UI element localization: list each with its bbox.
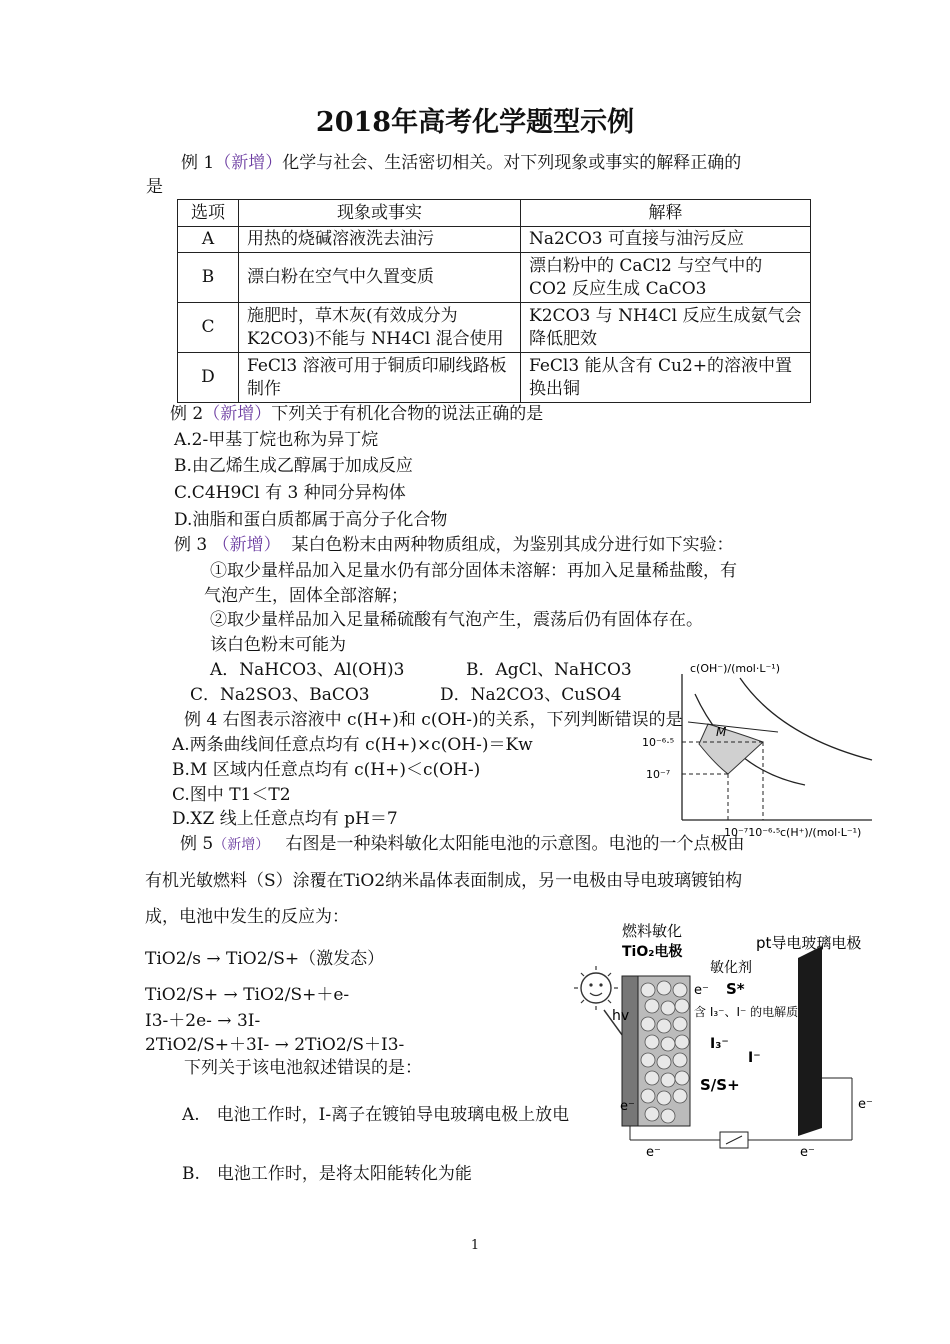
ex2-option-c: C.C4H9Cl 有 3 种同分异构体 xyxy=(174,483,406,503)
ex5-stem-2: 有机光敏燃料（S）涂覆在TiO2纳米晶体表面制成，另一电极由导电玻璃镀铂构 xyxy=(145,871,743,891)
line-xz xyxy=(688,722,778,732)
label-e-bottom-right: e⁻ xyxy=(800,1145,815,1158)
ex4-stem: 例 4 右图表示溶液中 c(H+)和 c(OH-)的关系，下列判断错误的是 xyxy=(184,710,683,730)
label-i3: I₃⁻ xyxy=(710,1036,729,1052)
header-fact: 现象或事实 xyxy=(239,200,521,227)
row-explanation: K2CO3 与 NH4Cl 反应生成氨气会降低肥效 xyxy=(521,303,811,353)
row-fact: 施肥时，草木灰(有效成分为 K2CO3)不能与 NH4Cl 混合使用 xyxy=(239,303,521,353)
ex2-option-b: B.由乙烯生成乙醇属于加成反应 xyxy=(174,456,413,476)
ex4-option-b: B.M 区域内任意点均有 c(H+)＜c(OH-) xyxy=(172,760,481,780)
label-sensitizer: 敏化剂 xyxy=(710,960,752,976)
label-tio2: TiO₂电极 xyxy=(622,944,683,960)
row-option: B xyxy=(178,253,239,303)
ex1-stem-cont: 是 xyxy=(146,177,163,197)
ex4-kw-figure xyxy=(640,660,892,840)
sun-icon xyxy=(574,966,618,1010)
x-axis-label: c(H⁺)/(mol·L⁻¹) xyxy=(780,826,862,839)
ex1-table xyxy=(177,199,811,403)
label-hv: hv xyxy=(612,1008,630,1024)
row-explanation: Na2CO3 可直接与油污反应 xyxy=(521,227,811,253)
page-number: 1 xyxy=(470,1238,480,1253)
header-explanation: 解释 xyxy=(521,200,811,227)
ex2-option-d: D.油脂和蛋白质都属于高分子化合物 xyxy=(174,510,448,530)
y-tick-7: 10⁻⁷ xyxy=(646,768,671,781)
label-electrolyte: 含 I₃⁻、I⁻ 的电解质 xyxy=(694,1005,799,1019)
ex3-stem: 例 3 （新增） 某白色粉末由两种物质组成，为鉴别其成分进行如下实验： xyxy=(174,535,734,555)
label-pt-electrode: pt导电玻璃电极 xyxy=(756,934,862,952)
label-i: I⁻ xyxy=(748,1050,761,1066)
ex3-option-c: C．Na2SO3、BaCO3 xyxy=(190,685,370,705)
label-s-star: S* xyxy=(726,980,745,998)
table-row xyxy=(178,303,811,353)
ex3-option-b: B．AgCl、NaHCO3 xyxy=(466,660,632,680)
ex4-option-d: D.XZ 线上任意点均有 pH＝7 xyxy=(172,809,398,829)
row-option: A xyxy=(178,227,239,253)
ex3-step1-cont: 气泡产生，固体全部溶解； xyxy=(204,586,408,606)
ex4-option-c: C.图中 T1＜T2 xyxy=(172,785,291,805)
ex5-reaction-1: TiO2/s → TiO2/S+（激发态） xyxy=(145,949,385,969)
ex5-reaction-4: 2TiO2/S+＋3I- → 2TiO2/S＋I3- xyxy=(145,1035,405,1055)
table-row xyxy=(178,253,811,303)
ex2-stem: 例 2（新增）下列关于有机化合物的说法正确的是 xyxy=(170,404,544,424)
region-m xyxy=(699,724,763,774)
ex4-option-a: A.两条曲线间任意点均有 c(H+)×c(OH-)＝Kw xyxy=(172,735,533,755)
ex5-solar-cell-figure xyxy=(560,918,890,1158)
ex5-stem-3: 成，电池中发生的反应为： xyxy=(145,907,349,927)
header-option: 选项 xyxy=(178,200,239,227)
row-option: C xyxy=(178,303,239,353)
row-fact: 漂白粉在空气中久置变质 xyxy=(239,253,521,303)
row-fact: FeCl3 溶液可用于铜质印刷线路板制作 xyxy=(239,353,521,403)
ex3-option-d: D．Na2CO3、CuSO4 xyxy=(440,685,622,705)
ex5-question: 下列关于该电池叙述错误的是： xyxy=(184,1058,422,1078)
pt-glass-electrode xyxy=(798,946,822,1136)
ex3-step2: ②取少量样品加入足量稀硫酸有气泡产生，震荡后仍有固体存在。 xyxy=(210,610,703,630)
region-m-label: M xyxy=(716,725,727,739)
ex5-reaction-2: TiO2/S+ → TiO2/S+＋e- xyxy=(145,985,350,1005)
label-e-left: e⁻ xyxy=(620,1099,635,1114)
ex3-option-a: A．NaHCO3、Al(OH)3 xyxy=(210,660,405,680)
label-e-upper: e⁻ xyxy=(694,983,709,998)
ex5-reaction-3: I3-＋2e- → 3I- xyxy=(145,1011,261,1031)
table-row xyxy=(178,227,811,253)
ex2-option-a: A.2-甲基丁烷也称为异丁烷 xyxy=(174,430,379,450)
row-explanation: FeCl3 能从含有 Cu2+的溶液中置换出铜 xyxy=(521,353,811,403)
y-tick-65: 10⁻⁶·⁵ xyxy=(642,736,675,749)
ex5-option-a: A. 电池工作时，I-离子在镀铂导电玻璃电极上放电 xyxy=(182,1105,570,1125)
page-title: 2018年高考化学题型示例 xyxy=(315,107,635,138)
ex3-question: 该白色粉末可能为 xyxy=(210,635,346,655)
label-s-splus: S/S+ xyxy=(700,1076,740,1094)
x-ticks: 10⁻⁷10⁻⁶·⁵ xyxy=(724,826,781,839)
table-header-row xyxy=(178,200,811,227)
ex5-option-b: B. 电池工作时，是将太阳能转化为能 xyxy=(182,1164,472,1184)
row-explanation: 漂白粉中的 CaCl2 与空气中的 CO2 反应生成 CaCO3 xyxy=(521,253,811,303)
label-dye-electrode: 燃料敏化 xyxy=(622,922,683,940)
row-option: D xyxy=(178,353,239,403)
ex1-stem: 例 1（新增）化学与社会、生活密切相关。对下列现象或事实的解释正确的 xyxy=(181,153,742,173)
curve-t2 xyxy=(740,678,872,760)
ex3-step1: ①取少量样品加入足量水仍有部分固体未溶解：再加入足量稀盐酸，有 xyxy=(210,561,737,581)
label-e-right: e⁻ xyxy=(858,1097,873,1112)
y-axis-label: c(OH⁻)/(mol·L⁻¹) xyxy=(690,662,780,675)
label-e-bottom-left: e⁻ xyxy=(646,1145,661,1158)
ex5-stem: 例 5（新增） 右图是一种染料敏化太阳能电池的示意图。电池的一个点极由 xyxy=(180,834,745,854)
row-fact: 用热的烧碱溶液洗去油污 xyxy=(239,227,521,253)
table-row xyxy=(178,353,811,403)
